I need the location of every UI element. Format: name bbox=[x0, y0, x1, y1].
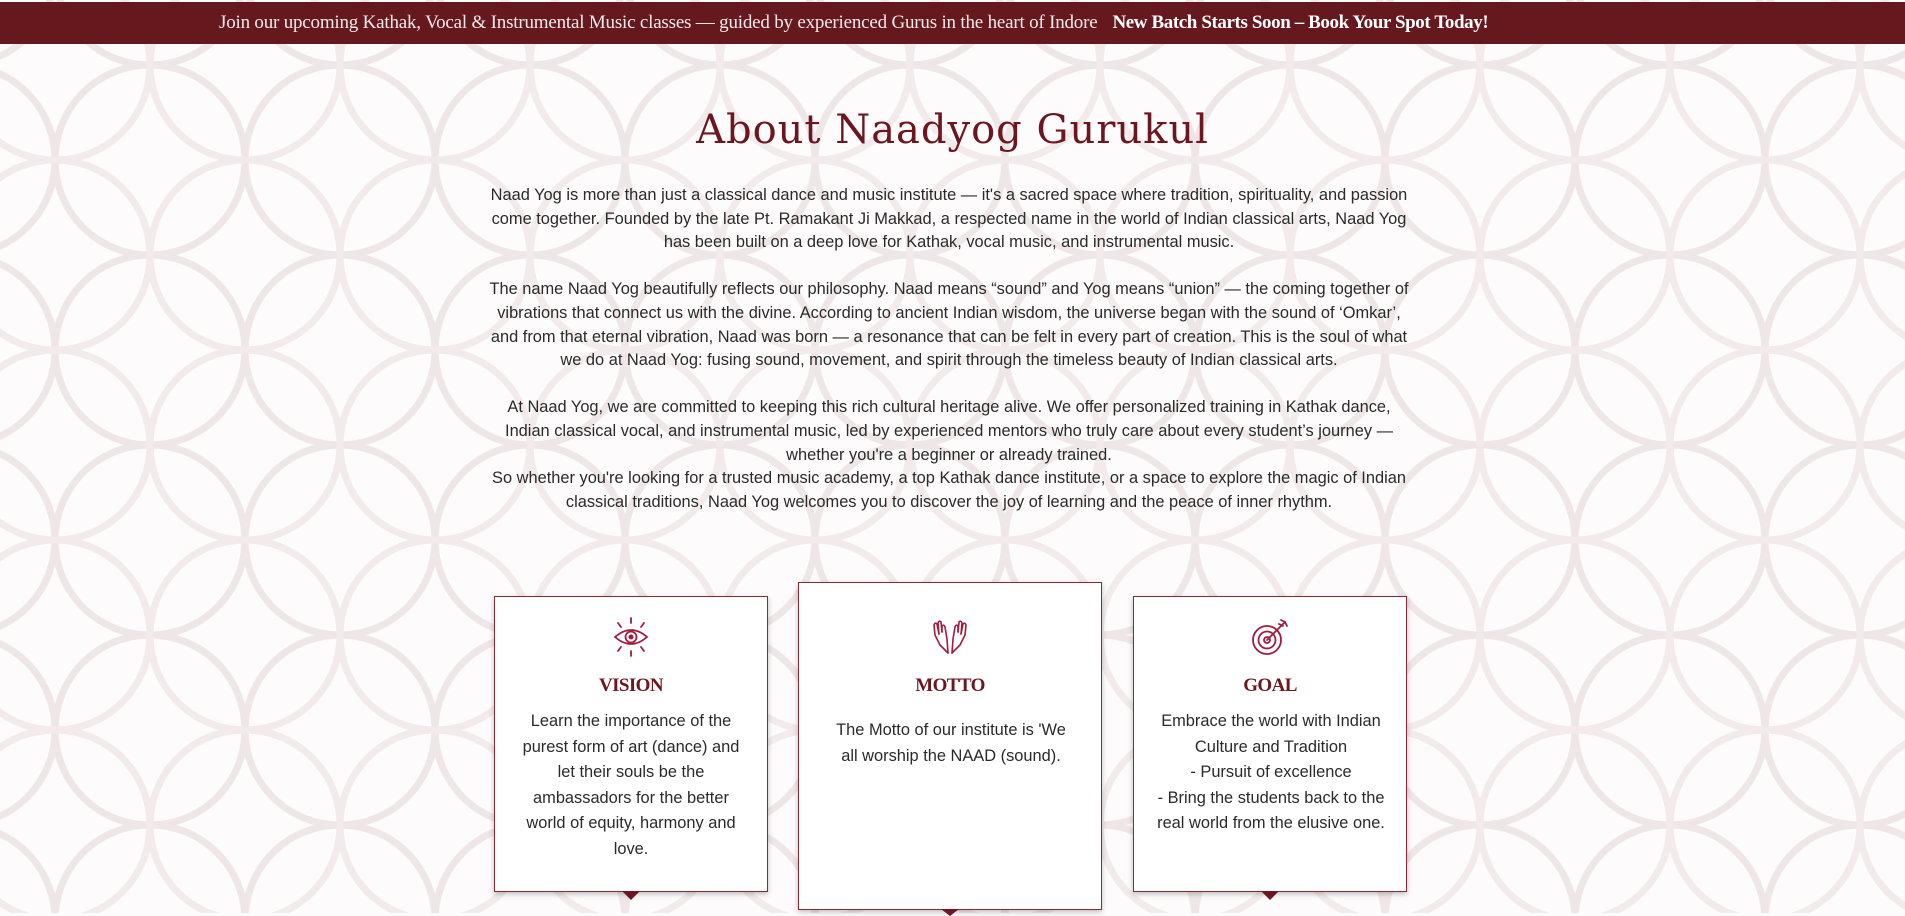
card-pointer bbox=[1261, 891, 1279, 900]
about-paragraph: At Naad Yog, we are committed to keeping this rich cultural heritage alive. We offer personalized training in Kathak dance, Indian classical vocal, and instrumental music, led by experienced mentors who truly care about every student’s journey — whether you're a beginner or already trained. bbox=[505, 398, 1393, 464]
about-paragraph: Naad Yog is more than just a classical dance and music institute — it's a sacred space where tradition, spirituality, and passion come together. Founded by the late Pt. Ramakant Ji Makkad, a respected name in the world of Indian classical arts, Naad Yog has been built on a deep love for Kathak, vocal music, and instrumental music. bbox=[490, 186, 1408, 252]
about-paragraph: The name Naad Yog beautifully reflects our philosophy. Naad means “sound” and Yog means “union” — the coming together of vibrations that connect us with the divine. According to ancient Indian wisdom, the universe began with the sound of ‘Omkar’, and from that eternal vibration, Naad was born — a resonance that can be felt in every part of creation. This is the soul of what we do at Naad Yog: fusing sound, movement, and spirit through the timeless beauty of Indian classical arts. bbox=[489, 280, 1409, 370]
eye-icon bbox=[609, 615, 653, 659]
card-title: GOAL bbox=[1243, 675, 1297, 696]
motto-card bbox=[798, 582, 1102, 910]
card-pointer bbox=[622, 891, 640, 900]
card-description: Embrace the world with Indian Culture and Tradition - Pursuit of excellence - Bring the students back to the real world from the elusive one. bbox=[1157, 712, 1385, 832]
book-spot-link[interactable]: New Batch Starts Soon – Book Your Spot Today! bbox=[1112, 12, 1489, 33]
page-title: About Naadyog Gurukul bbox=[696, 107, 1209, 153]
goal-card bbox=[1133, 596, 1407, 892]
banner-content bbox=[219, 2, 1488, 44]
announcement-banner bbox=[0, 2, 1905, 44]
target-arrow-icon bbox=[1248, 615, 1292, 659]
vision-card bbox=[494, 596, 768, 892]
card-title: VISION bbox=[599, 675, 663, 696]
card-description: The Motto of our institute is 'We all worship the NAAD (sound). bbox=[836, 721, 1066, 765]
praying-hands-icon bbox=[928, 615, 972, 659]
about-paragraph: So whether you're looking for a trusted music academy, a top Kathak dance institute, or a space to explore the magic of Indian classical traditions, Naad Yog welcomes you to discover the joy of learning and the peace of inner rhythm. bbox=[492, 469, 1406, 511]
card-title: MOTTO bbox=[915, 675, 985, 696]
banner-text: Join our upcoming Kathak, Vocal & Instrumental Music classes — guided by experienced Gurus in the heart of Indore bbox=[219, 12, 1098, 33]
card-description: Learn the importance of the purest form of art (dance) and let their souls be the ambassadors for the better world of equity, harmony and love. bbox=[522, 712, 740, 858]
about-description bbox=[488, 184, 1410, 514]
